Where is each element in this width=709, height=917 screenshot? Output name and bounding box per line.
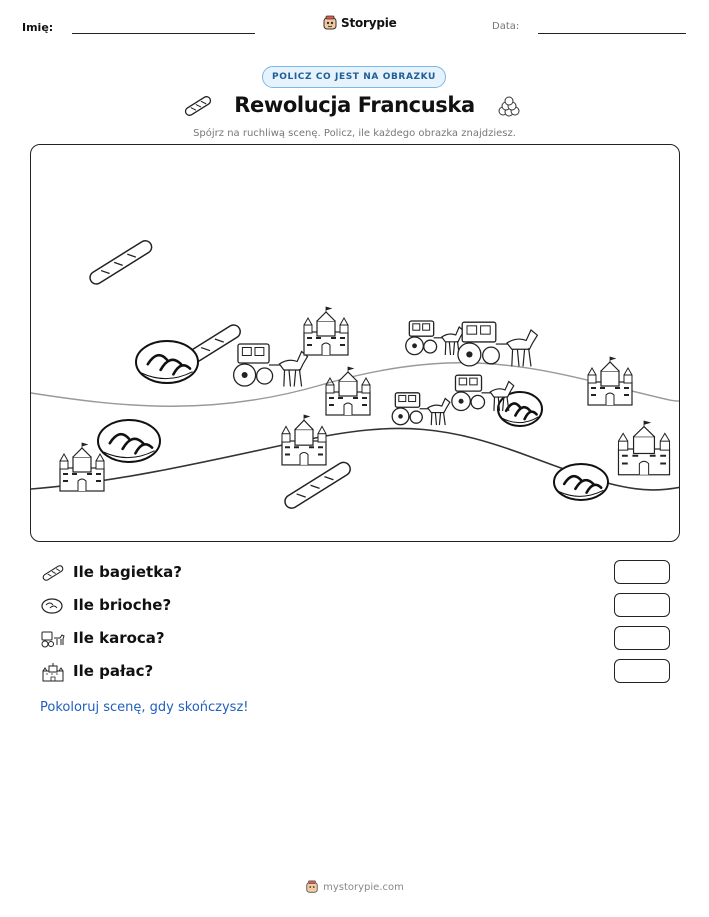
activity-badge: POLICZ CO JEST NA OBRAZKU [262,66,446,88]
page-title: Rewolucja Francuska [234,93,475,117]
date-label: Data: [492,21,520,32]
answer-box-brioche[interactable] [614,593,670,617]
palace-item [588,357,632,405]
baguette-icon [40,563,66,583]
scene-illustration [31,145,680,542]
baguette-item [88,238,154,286]
question-label: Ile bagietka? [73,563,182,581]
name-label: Imię: [22,21,54,34]
question-label: Ile pałac? [73,662,154,680]
site-url: mystorypie.com [323,881,404,893]
palace-item [60,443,104,491]
baguette-item [282,460,352,511]
question-row-carriage [40,626,670,652]
palace-item [282,415,326,465]
scene-frame [30,144,680,542]
brand-name: Storypie [341,16,397,30]
question-row-palace [40,659,670,685]
palace-icon [40,662,66,682]
answer-box-carriage[interactable] [614,626,670,650]
question-label: Ile brioche? [73,596,172,614]
question-row-baguette [40,560,670,586]
brioche-item [136,341,198,383]
carriage-item [458,322,537,366]
storypie-mascot-icon [305,880,319,894]
brioche-item [554,464,608,500]
palace-item [304,307,348,355]
palace-item [618,421,669,475]
coloring-instruction: Pokoloruj scenę, gdy skończysz! [40,700,249,715]
instructions: Spójrz na ruchliwą scenę. Policz, ile każdego obrazka znajdziesz. [193,128,516,139]
brand-logo [322,14,397,32]
carriage-item [392,393,450,425]
storypie-mascot-icon [322,15,338,31]
brioche-item [98,420,160,462]
name-line[interactable] [72,33,255,34]
answer-box-palace[interactable] [614,659,670,683]
brioche-pile-icon [495,95,523,119]
question-label: Ile karoca? [73,629,165,647]
carriage-item [234,344,308,387]
answer-box-baguette[interactable] [614,560,670,584]
brioche-icon [40,596,66,616]
site-footer [0,880,709,894]
carriage-item [406,321,464,355]
question-row-brioche [40,593,670,619]
date-line[interactable] [538,33,686,34]
carriage-icon [40,629,66,649]
